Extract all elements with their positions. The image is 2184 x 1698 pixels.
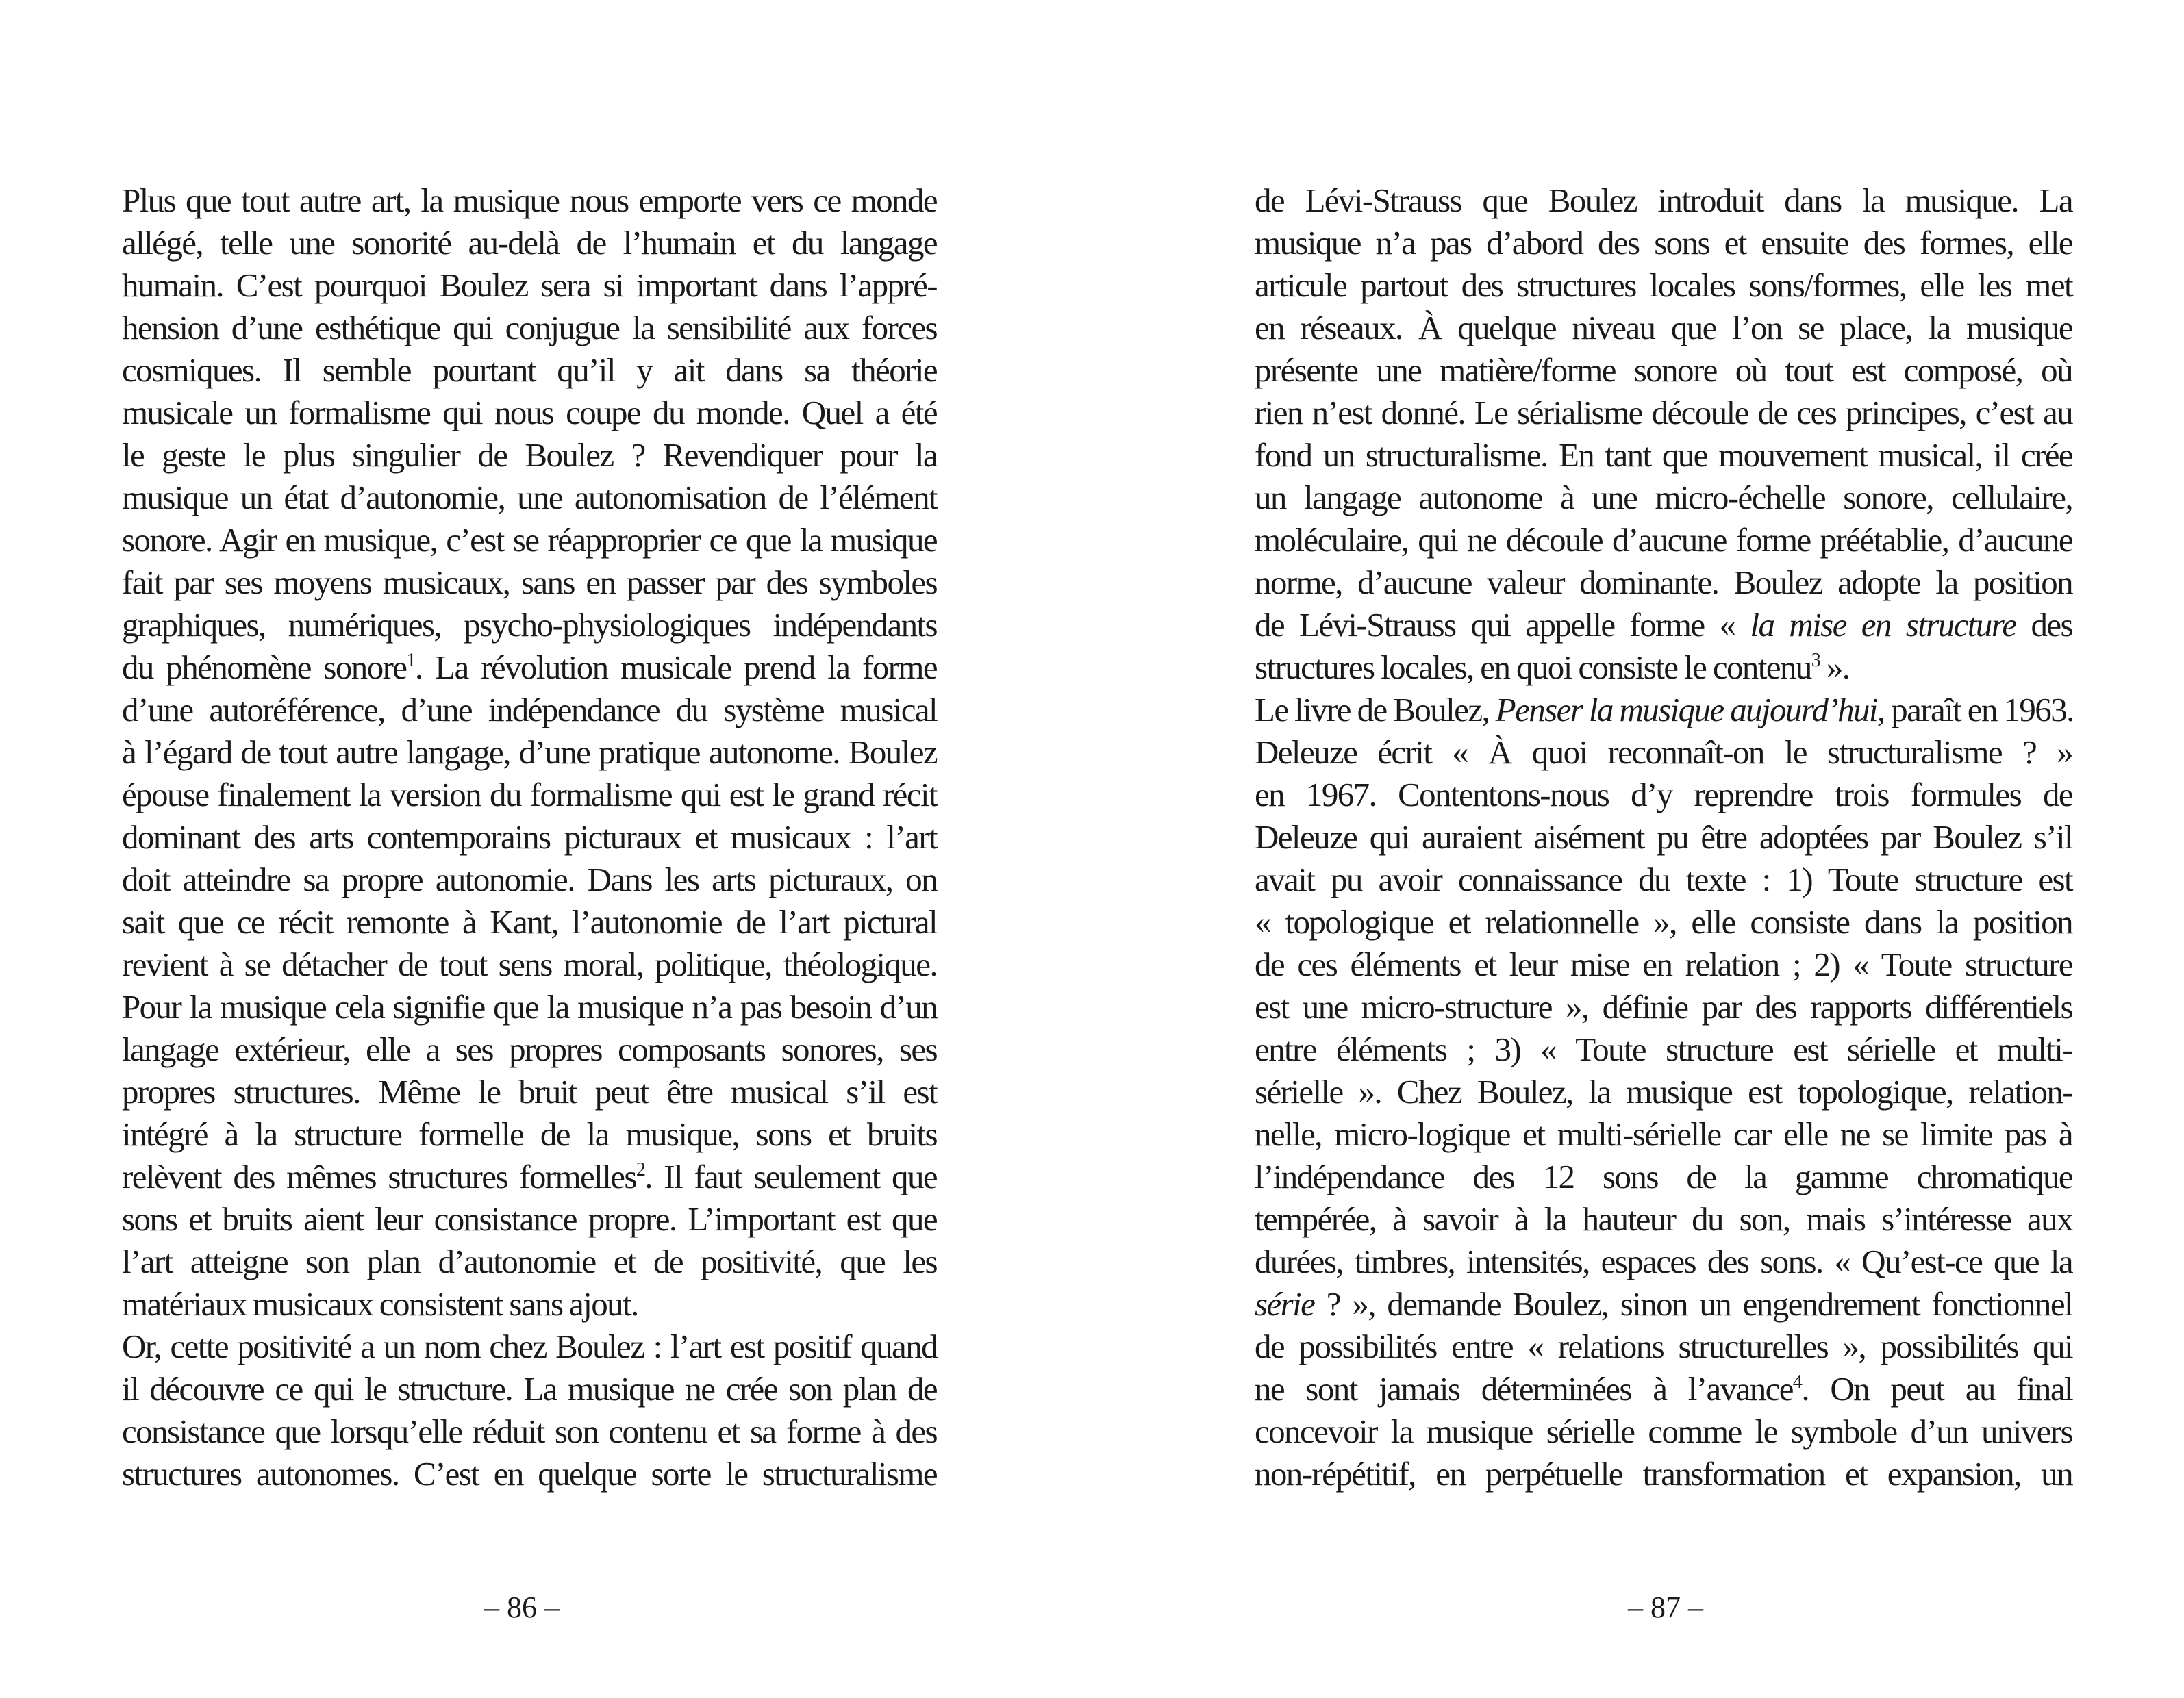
text-line (1255, 1283, 2072, 1326)
line-text: articule partout des structures locales sons/formes, elle les met (1255, 266, 2072, 304)
text-line (1255, 1326, 2072, 1368)
text-line (122, 986, 937, 1028)
text-line (122, 349, 937, 392)
line-text: consistance que lorsqu’elle réduit son contenu et sa forme à des (122, 1412, 937, 1450)
text-line (122, 1326, 937, 1368)
text-line (122, 943, 937, 986)
italic-text: Penser la musique aujourd’hui, (1495, 691, 1885, 728)
line-text: à l’égard de tout autre langage, d’une pratique autonome. Boulez (122, 733, 937, 771)
left-page-body (122, 179, 937, 1495)
line-text: épouse finalement la version du formalisme qui est le grand récit (122, 776, 937, 813)
text-line (1255, 1410, 2072, 1453)
line-text: norme, d’aucune valeur dominante. Boulez adopte la position (1255, 563, 2072, 601)
text-line (122, 646, 937, 689)
text-line (122, 307, 937, 349)
line-text: du phénomène sonore (122, 648, 407, 686)
text-line (1255, 222, 2072, 264)
line-text: en 1967. Contentons-nous d’y reprendre trois formules de (1255, 776, 2072, 813)
text-line (122, 1453, 937, 1495)
line-text-continued: . La révolution musicale prend la forme (414, 648, 937, 686)
text-line (122, 1156, 937, 1198)
line-text: dominant des arts contemporains picturaux et musicaux : l’art (122, 818, 937, 856)
line-text: musique n’a pas d’abord des sons et ensuite des formes, elle (1255, 224, 2072, 262)
line-text: humain. C’est pourquoi Boulez sera si important dans l’appré- (122, 266, 937, 304)
text-line (122, 561, 937, 604)
text-line (1255, 986, 2072, 1028)
line-text: en réseaux. À quelque niveau que l’on se place, la musique (1255, 309, 2072, 346)
page-number-left: – 86 – (484, 1591, 560, 1624)
line-text: l’art atteigne son plan d’autonomie et de positivité, que les (122, 1243, 937, 1280)
text-line (122, 689, 937, 731)
text-line (122, 1283, 937, 1326)
line-text: ne sont jamais déterminées à l’avance (1255, 1370, 1793, 1408)
line-text: il découvre ce qui le structure. La musique ne crée son plan de (122, 1370, 937, 1408)
line-text: graphiques, numériques, psycho-physiologiques indépendants (122, 606, 937, 644)
text-line (1255, 519, 2072, 561)
text-line (1255, 1453, 2072, 1495)
line-text: concevoir la musique sérielle comme le symbole d’un univers (1255, 1412, 2072, 1450)
line-text: entre éléments ; 3) « Toute structure est sérielle et multi- (1255, 1030, 2072, 1068)
line-text: sérielle ». Chez Boulez, la musique est topologique, relation- (1255, 1073, 2072, 1111)
line-text: matériaux musicaux consistent sans ajout. (122, 1285, 638, 1323)
line-text: Plus que tout autre art, la musique nous emporte vers ce monde (122, 181, 937, 219)
line-text-continued: ? », demande Boulez, sinon un engendrement fonctionnel (1314, 1285, 2072, 1323)
text-line (1255, 1028, 2072, 1071)
text-line (1255, 477, 2072, 519)
text-line (1255, 179, 2072, 222)
line-text: l’indépendance des 12 sons de la gamme chromatique (1255, 1158, 2072, 1195)
text-line (122, 222, 937, 264)
line-text: musique un état d’autonomie, une autonomisation de l’élément (122, 479, 937, 516)
text-line (1255, 689, 2072, 731)
line-text: musicale un formalisme qui nous coupe du monde. Quel a été (122, 394, 937, 431)
text-line (1255, 604, 2072, 646)
text-line (122, 434, 937, 477)
text-line (122, 392, 937, 434)
line-text: rien n’est donné. Le sérialisme découle de ces principes, c’est au (1255, 394, 2072, 431)
line-text: Deleuze qui auraient aisément pu être adoptées par Boulez s’il (1255, 818, 2072, 856)
line-text-continued: des (2016, 606, 2073, 644)
line-text: langage extérieur, elle a ses propres composants sonores, ses (122, 1030, 937, 1068)
footnote-marker: 4 (1792, 1371, 1802, 1393)
line-text: sons et bruits aient leur consistance propre. L’important est que (122, 1200, 937, 1238)
text-line (122, 1241, 937, 1283)
text-line (122, 1028, 937, 1071)
text-line (122, 264, 937, 307)
line-text-continued: ». (1820, 648, 1850, 686)
text-line (1255, 816, 2072, 859)
line-text: Pour la musique cela signifie que la musique n’a pas besoin d’un (122, 988, 937, 1026)
line-text: le geste le plus singulier de Boulez ? Revendiquer pour la (122, 436, 937, 474)
line-text: non-répétitif, en perpétuelle transformation et expansion, un (1255, 1455, 2072, 1493)
line-text: moléculaire, qui ne découle d’aucune forme préétablie, d’aucune (1255, 521, 2072, 559)
text-line (122, 604, 937, 646)
text-line (1255, 646, 2072, 689)
line-text: hension d’une esthétique qui conjugue la sensibilité aux forces (122, 309, 937, 346)
footnote-marker: 3 (1811, 650, 1820, 671)
line-text: fait par ses moyens musicaux, sans en passer par des symboles (122, 563, 937, 601)
line-text: relèvent des mêmes structures formelles (122, 1158, 636, 1195)
text-line (122, 816, 937, 859)
text-line (122, 1071, 937, 1113)
line-text: structures autonomes. C’est en quelque sorte le structuralisme (122, 1455, 937, 1493)
line-text: d’une autoréférence, d’une indépendance du système musical (122, 691, 937, 728)
page-number-right: – 87 – (1628, 1591, 1703, 1624)
line-text: Deleuze écrit « À quoi reconnaît-on le structuralisme ? » (1255, 733, 2072, 771)
text-line (1255, 901, 2072, 943)
line-text: doit atteindre sa propre autonomie. Dans les arts picturaux, on (122, 861, 937, 898)
line-text: fond un structuralisme. En tant que mouvement musical, il crée (1255, 436, 2072, 474)
line-text: durées, timbres, intensités, espaces des sons. « Qu’est-ce que la (1255, 1243, 2072, 1280)
text-line (1255, 392, 2072, 434)
text-line (1255, 1156, 2072, 1198)
line-text: propres structures. Même le bruit peut être musical s’il est (122, 1073, 937, 1111)
right-page-body (1255, 179, 2072, 1495)
text-line (1255, 1368, 2072, 1410)
text-line (1255, 434, 2072, 477)
line-text: cosmiques. Il semble pourtant qu’il y ait dans sa théorie (122, 351, 937, 389)
text-line (1255, 774, 2072, 816)
footnote-marker: 2 (636, 1159, 645, 1180)
text-line (122, 731, 937, 774)
text-line (1255, 561, 2072, 604)
line-text: intégré à la structure formelle de la musique, sons et bruits (122, 1115, 937, 1153)
text-line (1255, 1071, 2072, 1113)
line-text: est une micro-structure », définie par des rapports différentiels (1255, 988, 2072, 1026)
line-text: de Lévi-Strauss que Boulez introduit dans la musique. La (1255, 181, 2072, 219)
text-line (122, 477, 937, 519)
line-text: Le livre de Boulez, (1255, 691, 1496, 728)
text-line (1255, 264, 2072, 307)
text-line (122, 179, 937, 222)
line-text: de Lévi-Strauss qui appelle forme « (1255, 606, 1750, 644)
text-line (1255, 1241, 2072, 1283)
line-text-continued: . On peut au final (1801, 1370, 2072, 1408)
text-line (122, 901, 937, 943)
text-line (1255, 307, 2072, 349)
line-text: revient à se détacher de tout sens moral, politique, théologique. (122, 946, 937, 983)
line-text: de ces éléments et leur mise en relation ; 2) « Toute structure (1255, 946, 2072, 983)
footnote-marker: 1 (406, 650, 415, 671)
text-line (1255, 1113, 2072, 1156)
text-line (122, 1198, 937, 1241)
text-line (122, 1368, 937, 1410)
line-text: structures locales, en quoi consiste le contenu (1255, 648, 1811, 686)
text-line (1255, 943, 2072, 986)
line-text: « topologique et relationnelle », elle consiste dans la position (1255, 903, 2072, 941)
text-line (122, 1410, 937, 1453)
text-line (1255, 1198, 2072, 1241)
line-text: tempérée, à savoir à la hauteur du son, mais s’intéresse aux (1255, 1200, 2072, 1238)
italic-text: la mise en structure (1750, 606, 2016, 644)
line-text-continued: . Il faut seulement que (644, 1158, 938, 1195)
text-line (122, 774, 937, 816)
line-text: allégé, telle une sonorité au-delà de l’humain et du langage (122, 224, 937, 262)
italic-text: série (1255, 1285, 1315, 1323)
text-line (1255, 731, 2072, 774)
line-text: de possibilités entre « relations structurelles », possibilités qui (1255, 1328, 2072, 1365)
line-text: sait que ce récit remonte à Kant, l’autonomie de l’art pictural (122, 903, 937, 941)
text-line (1255, 859, 2072, 901)
text-line (1255, 349, 2072, 392)
line-text: sonore. Agir en musique, c’est se réapproprier ce que la musique (122, 521, 937, 559)
text-line (122, 519, 937, 561)
line-text-continued: paraît en 1963. (1884, 691, 2074, 728)
line-text: avait pu avoir connaissance du texte : 1) Toute structure est (1255, 861, 2072, 898)
line-text: un langage autonome à une micro-échelle sonore, cellulaire, (1255, 479, 2072, 516)
line-text: Or, cette positivité a un nom chez Boulez : l’art est positif quand (122, 1328, 937, 1365)
line-text: présente une matière/forme sonore où tout est composé, où (1255, 351, 2072, 389)
text-line (122, 859, 937, 901)
text-line (122, 1113, 937, 1156)
line-text: nelle, micro-logique et multi-sérielle car elle ne se limite pas à (1255, 1115, 2072, 1153)
